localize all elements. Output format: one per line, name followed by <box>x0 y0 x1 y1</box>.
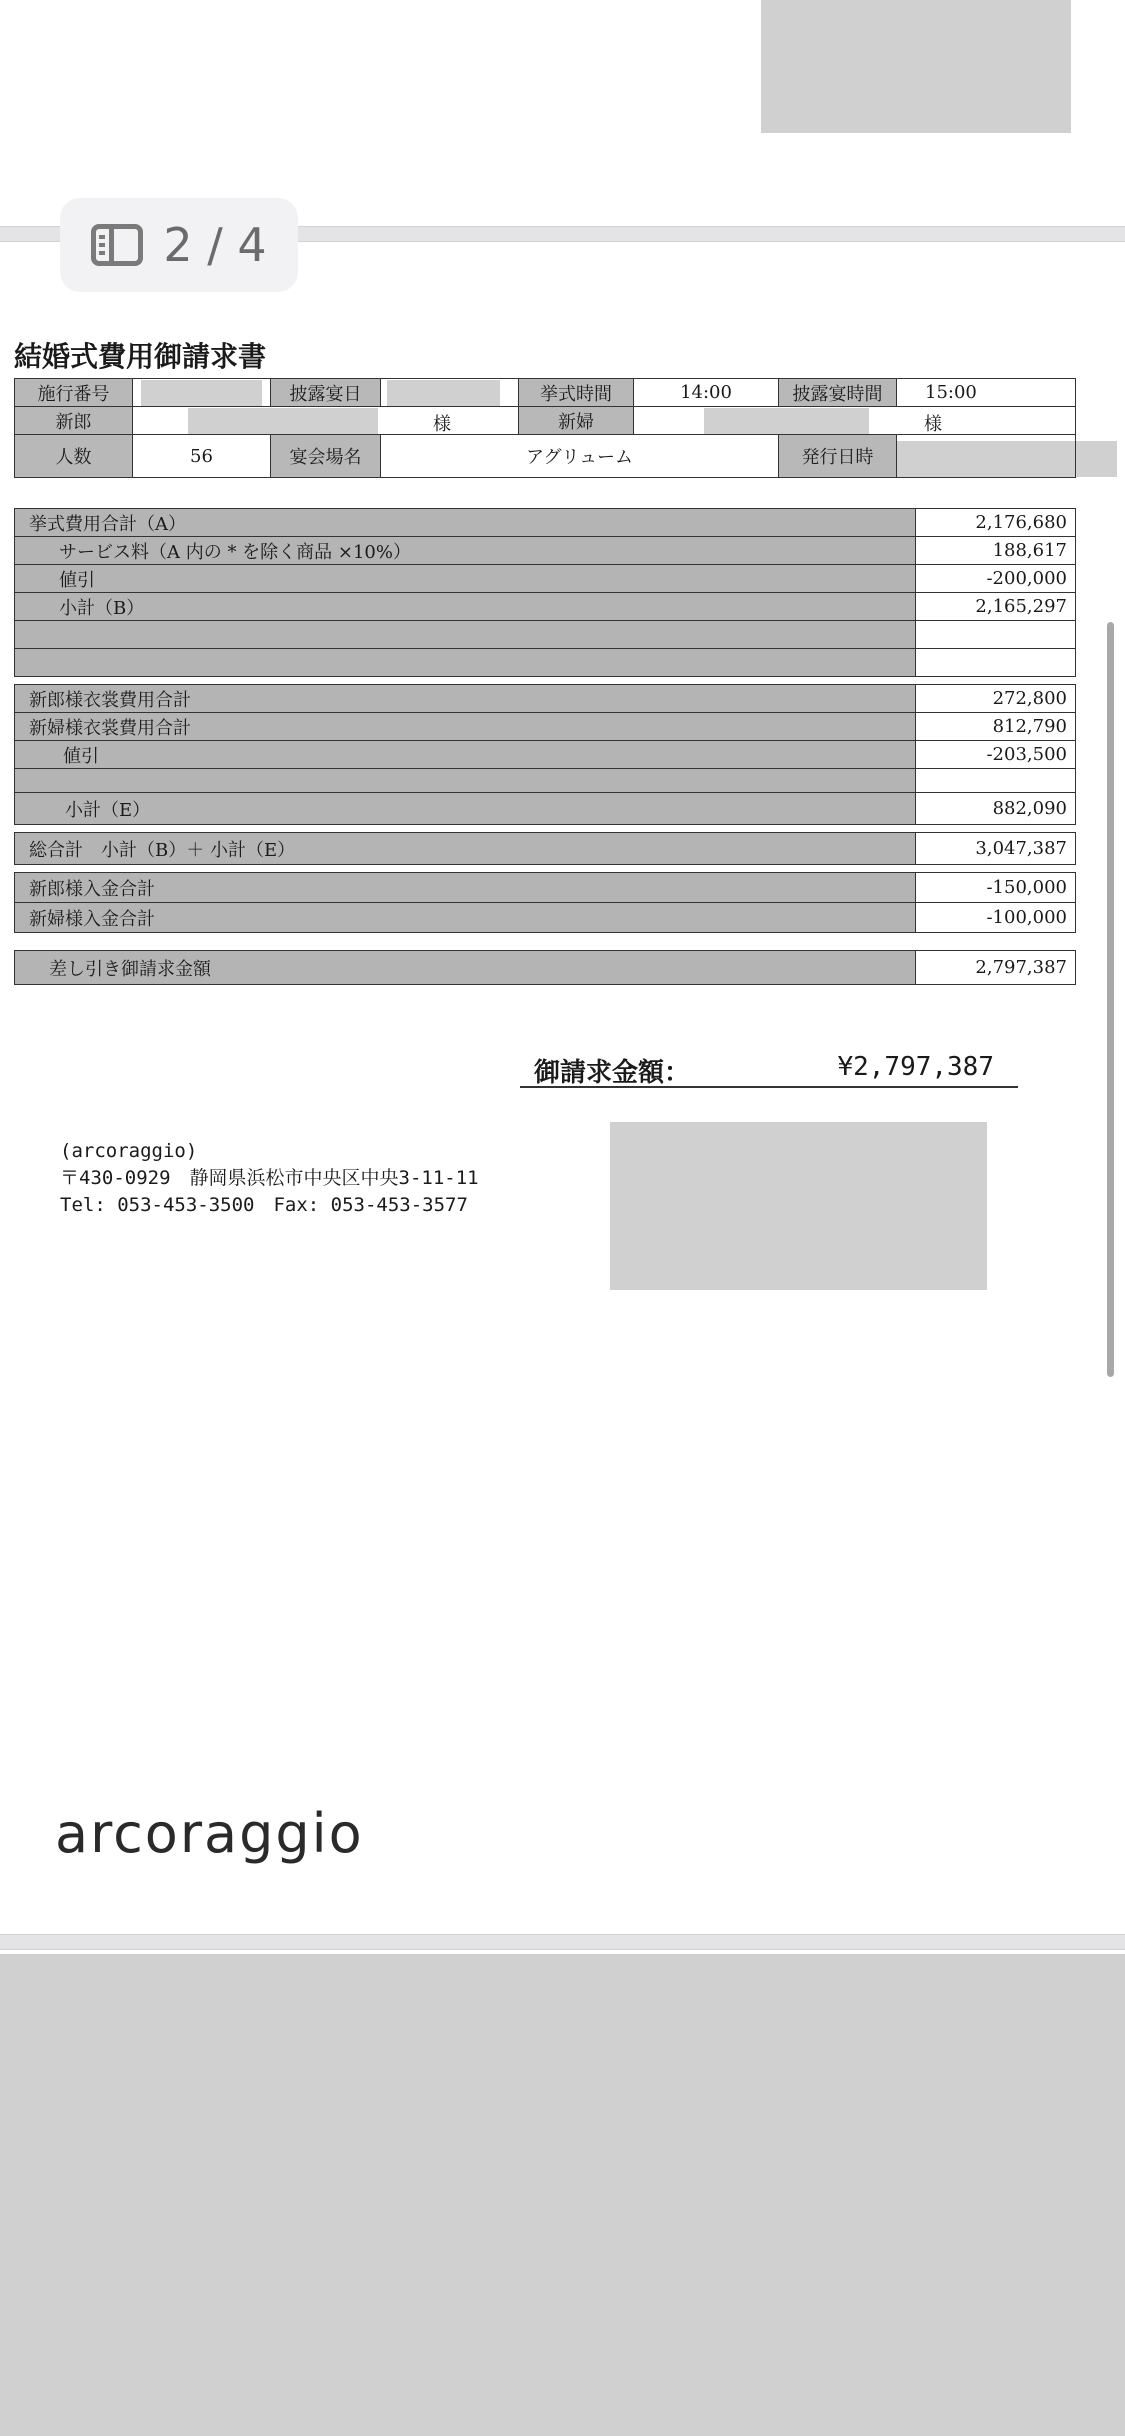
row-label: 小計（B） <box>15 593 916 621</box>
row-value: 2,165,297 <box>916 593 1076 621</box>
row-label <box>15 649 916 677</box>
table-row <box>15 741 1076 769</box>
company-address: 〒430-0929 静岡県浜松市中央区中央3-11-11 <box>60 1167 479 1189</box>
table-row <box>15 793 1076 825</box>
scrollbar[interactable] <box>1107 622 1114 1377</box>
table-row <box>15 713 1076 741</box>
table-row <box>15 833 1076 865</box>
summary-table <box>14 508 1076 985</box>
company-logo: arcoraggio <box>55 1802 364 1865</box>
row-value: 812,790 <box>916 713 1076 741</box>
redacted-stamp <box>610 1122 987 1290</box>
row-label: 新郎様衣裳費用合計 <box>15 685 916 713</box>
table-row <box>15 685 1076 713</box>
page-indicator[interactable] <box>60 198 298 292</box>
table-row <box>15 621 1076 649</box>
venue-label: 宴会場名 <box>271 435 381 478</box>
page-divider <box>0 1934 1125 1950</box>
table-row <box>15 903 1076 933</box>
table-row <box>15 649 1076 677</box>
row-label: 総合計 小計（B）＋ 小計（E） <box>15 833 916 865</box>
info-label: 挙式時間 <box>519 379 634 407</box>
table-row <box>15 769 1076 793</box>
document-title: 結婚式費用御請求書 <box>14 340 267 373</box>
row-value: -203,500 <box>916 741 1076 769</box>
row-value: 272,800 <box>916 685 1076 713</box>
row-value: 2,797,387 <box>916 951 1076 985</box>
table-row <box>15 537 1076 565</box>
groom-suffix: 様 <box>433 414 451 435</box>
row-label: 小計（E） <box>15 793 916 825</box>
reception-time: 15:00 <box>897 379 1076 407</box>
table-row <box>15 951 1076 985</box>
redacted-groom-name <box>188 408 378 434</box>
table-row <box>15 565 1076 593</box>
row-label: 新郎様入金合計 <box>15 873 916 903</box>
row-label: サービス料（A 内の * を除く商品 ×10%） <box>15 537 916 565</box>
bride-suffix: 様 <box>924 414 942 435</box>
table-row <box>15 593 1076 621</box>
row-value <box>916 621 1076 649</box>
info-table <box>14 378 1076 478</box>
row-value <box>916 769 1076 793</box>
row-label <box>15 621 916 649</box>
row-label: 挙式費用合計（A） <box>15 509 916 537</box>
page-indicator-text: 2 / 4 <box>163 218 267 272</box>
row-label: 値引 <box>15 741 916 769</box>
row-value <box>916 649 1076 677</box>
redacted-bride-name <box>704 408 869 434</box>
company-phone: Tel: 053-453-3500 Fax: 053-453-3577 <box>60 1194 468 1216</box>
billing-total-label: 御請求金額： <box>534 1058 691 1088</box>
groom-label: 新郎 <box>15 407 133 435</box>
billing-total <box>520 1052 1018 1088</box>
redacted-block-top <box>761 0 1071 133</box>
info-label: 施行番号 <box>15 379 133 407</box>
bride-label: 新婦 <box>519 407 634 435</box>
table-row <box>15 509 1076 537</box>
company-info <box>60 1138 479 1219</box>
company-name: (arcoraggio) <box>60 1140 198 1162</box>
redacted-next-page <box>0 1954 1125 2436</box>
row-value: 3,047,387 <box>916 833 1076 865</box>
guests-label: 人数 <box>15 435 133 478</box>
row-value: 188,617 <box>916 537 1076 565</box>
issued-label: 発行日時 <box>779 435 897 478</box>
redacted-issued-date <box>897 441 1117 477</box>
billing-total-value: ¥2,797,387 <box>837 1052 994 1082</box>
venue-value: アグリューム <box>381 435 779 478</box>
info-label: 披露宴日 <box>271 379 381 407</box>
sidebar-icon <box>91 224 143 266</box>
row-label: 新婦様衣裳費用合計 <box>15 713 916 741</box>
row-value: 2,176,680 <box>916 509 1076 537</box>
row-label <box>15 769 916 793</box>
row-label: 差し引き御請求金額 <box>15 951 916 985</box>
row-value: -100,000 <box>916 903 1076 933</box>
row-value: -150,000 <box>916 873 1076 903</box>
row-value: 882,090 <box>916 793 1076 825</box>
table-row <box>15 873 1076 903</box>
row-value: -200,000 <box>916 565 1076 593</box>
ceremony-time: 14:00 <box>634 379 779 407</box>
redacted-field <box>141 380 262 406</box>
redacted-field <box>387 380 500 406</box>
guests-value: 56 <box>133 435 271 478</box>
row-label: 新婦様入金合計 <box>15 903 916 933</box>
info-label: 披露宴時間 <box>779 379 897 407</box>
row-label: 値引 <box>15 565 916 593</box>
